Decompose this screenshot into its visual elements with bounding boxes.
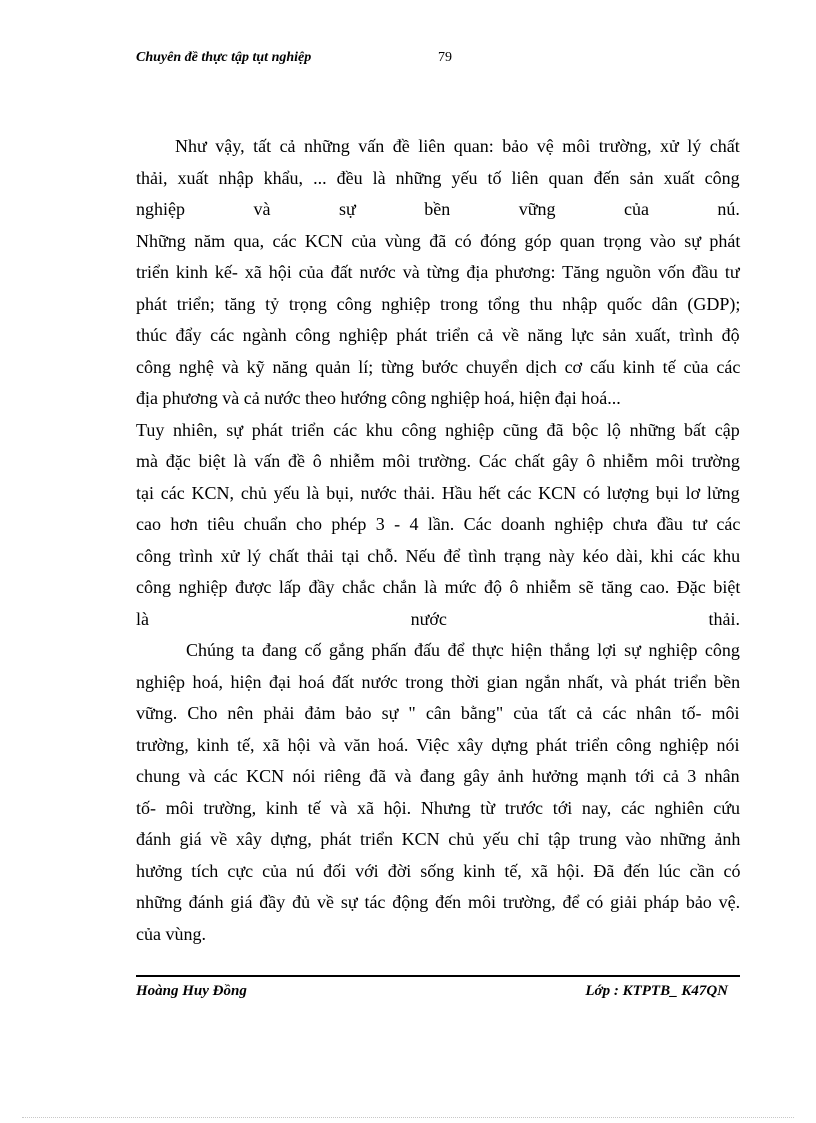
running-footer [136,983,740,1005]
text-line: nghiệp hoá, hiện đại hoá đất nước trong thời gian ngắn nhất, và phát triển bền [136,671,741,692]
text-line: Tuy nhiên, sự phát triển các khu công nghiệp cũng đã bộc lộ những bất cập [136,419,740,440]
word: bền [424,199,451,219]
word: vững [518,199,556,219]
text-line: thải, xuất nhập khẩu, ... đều là những yếu tố liên quan đến sản xuất công [136,167,740,188]
text-line: Chúng ta đang cố gắng phấn đấu để thực hiện thắng lợi sự nghiệp công [186,640,740,660]
text-line: tố- môi trường, kinh tế và xã hội. Nhưng từ trước tới nay, các nghiên cứu [136,797,741,818]
text-line: công nghiệp được lấp đầy chắc chắn là mức độ ô nhiễm sẽ tăng cao. Đặc biệt [136,577,741,597]
footer-rule [136,975,740,977]
word: nghiệp [136,199,185,219]
text-line: phát triển; tăng tỷ trọng công nghiệp trong tổng thu nhập quốc dân (GDP); [136,293,741,314]
text-line: Những năm qua, các KCN của vùng đã có đóng góp quan trọng vào sự phát [136,230,741,251]
text-line: những đánh giá đầy đủ về sự tác động đến môi trường, để có giải pháp bảo vệ. [136,892,741,912]
text-line: hưởng tích cực của nú đối với đời sống kinh tế, xã hội. Đã đến lúc cần có [136,860,741,881]
page-number: 79 [438,50,452,65]
justified-line [136,604,740,636]
text-line: thúc đẩy các ngành công nghiệp phát triển cả về năng lực sản xuất, trình độ [136,325,740,345]
text-line: công trình xử lý chất thải tại chỗ. Nếu để tình trạng này kéo dài, khi các khu [136,545,741,566]
text-line: cao hơn tiêu chuẩn cho phép 3 - 4 lần. Các doanh nghiệp chưa đầu tư các [136,514,741,534]
text-line: Như vậy, tất cả những vấn đề liên quan: bảo vệ môi trường, xử lý chất [175,136,740,156]
word: của [623,199,649,219]
word: là [136,608,149,629]
word: nước [410,608,447,629]
text-line: triển kinh kế- xã hội của đất nước và từng địa phương: Tăng nguồn vốn đầu tư [136,262,740,282]
footer-author: Hoàng Huy Đồng [136,983,247,999]
word: thải. [708,608,740,629]
text-line: mà đặc biệt là vấn đề ô nhiễm môi trường. Các chất gây ô nhiễm môi trường [136,451,740,471]
text-line: tại các KCN, chủ yếu là bụi, nước thải. Hầu hết các KCN có lượng bụi lơ lửng [136,482,740,503]
text-line: của vùng. [136,923,206,944]
body-text [136,131,740,950]
word: nú. [717,199,740,219]
word: và [253,199,271,219]
justified-line [136,194,740,226]
word: sự [338,199,356,219]
running-header [136,50,740,70]
text-line: công nghệ và kỹ năng quản lí; từng bước chuyển dịch cơ cấu kinh tế của các [136,356,741,377]
text-line: địa phương và cả nước theo hướng công nghiệp hoá, hiện đại hoá... [136,388,621,408]
text-line: chung và các KCN nói riêng đã và đang gây ảnh hưởng mạnh tới cả 3 nhân [136,766,740,786]
text-line: đánh giá về xây dựng, phát triển KCN chủ yếu chỉ tập trung vào những ảnh [136,829,741,849]
text-line: vững. Cho nên phải đảm bảo sự " cân bằng" của tất cả các nhân tố- môi [136,703,740,723]
text-line: trường, kinh tế, xã hội và văn hoá. Việc xây dựng phát triển công nghiệp nói [136,734,740,755]
header-title: Chuyên đề thực tập tụt nghiệp [136,50,312,65]
page-bottom-dotted-line [22,1117,794,1118]
footer-class: Lớp : KTPTB_ K47QN [585,983,728,999]
